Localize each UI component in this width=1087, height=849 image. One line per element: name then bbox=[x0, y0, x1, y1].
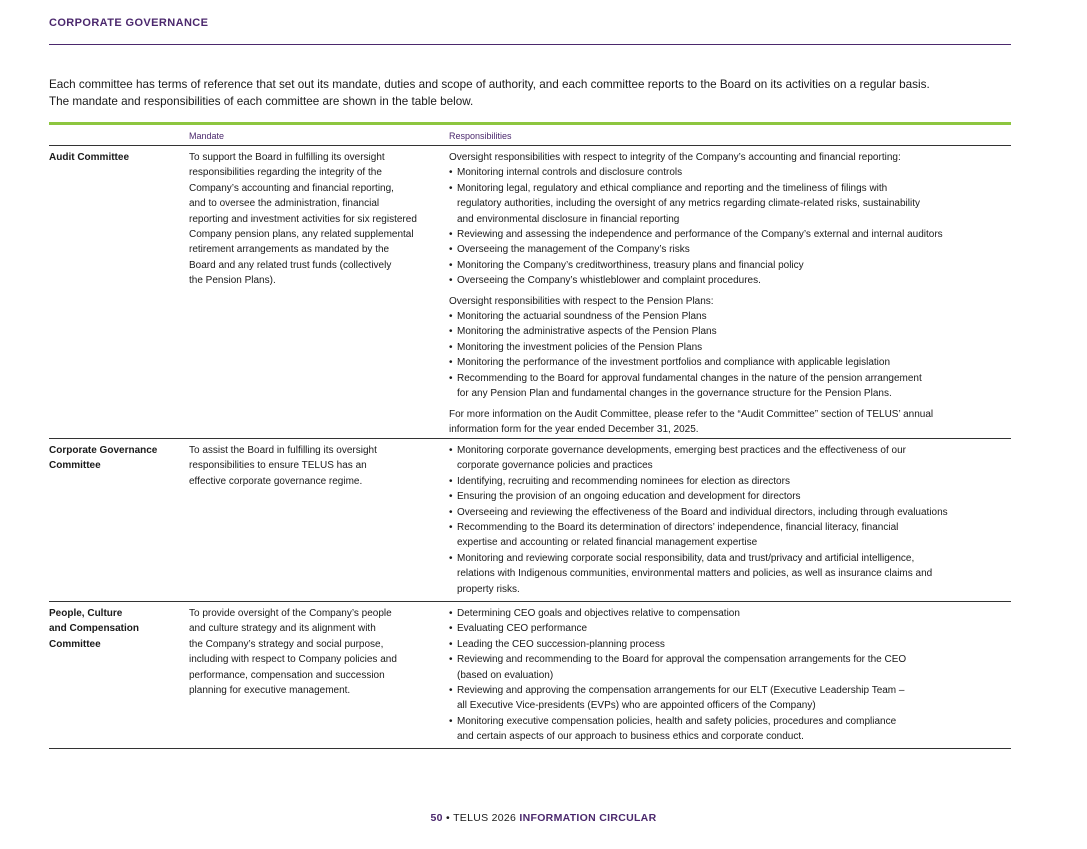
intro-line-1: Each committee has terms of reference that set out its mandate, duties and scope of authority, and each committee reports to the Board on its activities on a regular basis. bbox=[49, 78, 930, 91]
responsibility-bullet-continuation: regulatory authorities, including the oversight of any metrics regarding climate-related risks, sustainability bbox=[457, 198, 920, 210]
responsibility-paragraph-line: For more information on the Audit Committee, please refer to the “Audit Committee” section of TELUS’ annual bbox=[449, 408, 934, 420]
mandate-line: responsibilities to ensure TELUS has an bbox=[189, 460, 367, 472]
mandate-line: the Pension Plans). bbox=[189, 275, 276, 287]
committee-name-line: Corporate Governance bbox=[49, 445, 158, 456]
mandate-line: planning for executive management. bbox=[189, 685, 351, 697]
responsibility-bullet: • Monitoring corporate governance developments, emerging best practices and the effectiveness of our bbox=[449, 443, 948, 458]
responsibility-bullet: • Evaluating CEO performance bbox=[449, 621, 906, 636]
responsibility-bullet: • Overseeing and reviewing the effectiveness of the Board and individual directors, including through evaluations bbox=[449, 505, 948, 520]
section-header: CORPORATE GOVERNANCE bbox=[49, 17, 209, 29]
committee-name bbox=[49, 606, 139, 652]
intro-paragraph bbox=[49, 76, 1011, 110]
page-footer bbox=[0, 812, 1087, 824]
responsibility-paragraph-line: information form for the year ended December 31, 2025. bbox=[449, 423, 699, 435]
responsibility-bullet-continuation: corporate governance policies and practices bbox=[457, 460, 653, 472]
responsibility-bullet: • Monitoring the Company’s creditworthiness, treasury plans and financial policy bbox=[449, 258, 943, 273]
responsibility-bullet: • Ensuring the provision of an ongoing education and development for directors bbox=[449, 489, 948, 504]
responsibility-bullet: • Reviewing and assessing the independence and performance of the Company’s external and internal auditors bbox=[449, 227, 943, 242]
responsibility-bullet-continuation: (based on evaluation) bbox=[457, 669, 554, 681]
table-top-rule bbox=[49, 122, 1011, 125]
mandate-line: To support the Board in fulfilling its oversight bbox=[189, 152, 385, 163]
mandate-line: and to oversee the administration, financial bbox=[189, 198, 380, 210]
mandate-line: reporting and investment activities for six registered bbox=[189, 213, 417, 225]
mandate-line: Company’s accounting and financial reporting, bbox=[189, 182, 394, 194]
responsibility-bullet: • Monitoring executive compensation policies, health and safety policies, procedures and compliance bbox=[449, 714, 906, 729]
mandate-line: performance, compensation and succession bbox=[189, 669, 385, 681]
responsibility-bullet: • Recommending to the Board its determination of directors’ independence, financial literacy, financial bbox=[449, 520, 948, 535]
committee-responsibilities bbox=[449, 150, 943, 437]
responsibility-bullet: • Monitoring legal, regulatory and ethical compliance and reporting and the timeliness of filings with bbox=[449, 181, 943, 196]
mandate-line: including with respect to Company policies and bbox=[189, 654, 397, 666]
page-number: 50 bbox=[430, 812, 443, 824]
responsibility-bullet-continuation: and environmental disclosure in financial reporting bbox=[457, 213, 680, 225]
mandate-line: the Company’s strategy and social purpose, bbox=[189, 638, 384, 650]
responsibility-bullet: • Reviewing and recommending to the Board for approval the compensation arrangements for the CEO bbox=[449, 652, 906, 667]
committee-name-line: Audit Committee bbox=[49, 152, 129, 163]
responsibility-bullet: • Reviewing and approving the compensation arrangements for our ELT (Executive Leadership Team – bbox=[449, 683, 906, 698]
mandate-line: effective corporate governance regime. bbox=[189, 475, 363, 487]
committee-mandate bbox=[189, 443, 377, 489]
footer-separator: • bbox=[446, 812, 451, 824]
responsibility-bullet: • Monitoring internal controls and disclosure controls bbox=[449, 165, 943, 180]
responsibility-bullet: • Leading the CEO succession-planning process bbox=[449, 637, 906, 652]
mandate-line: responsibilities regarding the integrity of the bbox=[189, 167, 382, 179]
committee-mandate bbox=[189, 606, 397, 698]
row-divider bbox=[49, 601, 1011, 602]
mandate-line: and culture strategy and its alignment with bbox=[189, 623, 376, 635]
column-header-responsibilities: Responsibilities bbox=[449, 131, 512, 141]
responsibility-bullet: • Monitoring the investment policies of the Pension Plans bbox=[449, 340, 943, 355]
column-header-mandate: Mandate bbox=[189, 131, 225, 141]
responsibility-bullet-continuation: relations with Indigenous communities, environmental matters and policies, as well as insurance claims and bbox=[457, 568, 933, 580]
responsibility-bullet: • Monitoring the administrative aspects of the Pension Plans bbox=[449, 324, 943, 339]
committee-responsibilities bbox=[449, 606, 906, 745]
committee-name-line: Committee bbox=[49, 638, 101, 650]
table-bottom-rule bbox=[49, 748, 1011, 749]
responsibility-bullet: • Monitoring the performance of the investment portfolios and compliance with applicable legislation bbox=[449, 355, 943, 370]
committee-name-line: Committee bbox=[49, 460, 101, 472]
responsibility-bullet: • Monitoring the actuarial soundness of the Pension Plans bbox=[449, 309, 943, 324]
footer-brand: TELUS 2026 bbox=[453, 812, 517, 824]
row-divider bbox=[49, 438, 1011, 439]
committee-name-line: People, Culture bbox=[49, 608, 123, 619]
committee-name bbox=[49, 443, 157, 474]
mandate-line: To provide oversight of the Company’s people bbox=[189, 608, 392, 619]
responsibility-bullet-continuation: property risks. bbox=[457, 583, 520, 595]
footer-document-title: INFORMATION CIRCULAR bbox=[519, 812, 657, 824]
responsibility-bullet: • Overseeing the Company’s whistleblower and complaint procedures. bbox=[449, 273, 943, 288]
responsibility-bullet: • Monitoring and reviewing corporate social responsibility, data and trust/privacy and artificial intelligence, bbox=[449, 551, 948, 566]
mandate-line: Company pension plans, any related supplemental bbox=[189, 229, 414, 241]
committee-name-line: and Compensation bbox=[49, 623, 140, 635]
responsibility-bullet: • Overseeing the management of the Company’s risks bbox=[449, 242, 943, 257]
intro-line-2: The mandate and responsibilities of each committee are shown in the table below. bbox=[49, 95, 474, 108]
mandate-line: Board and any related trust funds (collectively bbox=[189, 259, 392, 271]
responsibility-bullet: • Recommending to the Board for approval fundamental changes in the nature of the pension arrangement bbox=[449, 371, 943, 386]
responsibility-paragraph-line: Oversight responsibilities with respect to integrity of the Company’s accounting and financial reporting: bbox=[449, 152, 901, 163]
header-rule bbox=[49, 44, 1011, 45]
table-header-rule bbox=[49, 145, 1011, 146]
responsibility-paragraph-line: Oversight responsibilities with respect to the Pension Plans: bbox=[449, 295, 714, 307]
responsibility-bullet-continuation: for any Pension Plan and fundamental changes in the governance structure for the Pension Plans. bbox=[457, 388, 892, 400]
committee-name bbox=[49, 150, 129, 165]
responsibility-bullet: • Identifying, recruiting and recommending nominees for election as directors bbox=[449, 474, 948, 489]
committee-responsibilities bbox=[449, 443, 948, 597]
mandate-line: retirement arrangements as mandated by the bbox=[189, 244, 390, 256]
mandate-line: To assist the Board in fulfilling its oversight bbox=[189, 445, 377, 456]
committee-mandate bbox=[189, 150, 417, 289]
responsibility-bullet-continuation: all Executive Vice-presidents (EVPs) who are appointed officers of the Company) bbox=[457, 700, 816, 712]
responsibility-bullet-continuation: expertise and accounting or related financial management expertise bbox=[457, 537, 758, 549]
responsibility-bullet: • Determining CEO goals and objectives relative to compensation bbox=[449, 606, 906, 621]
responsibility-bullet-continuation: and certain aspects of our approach to business ethics and corporate conduct. bbox=[457, 731, 804, 743]
